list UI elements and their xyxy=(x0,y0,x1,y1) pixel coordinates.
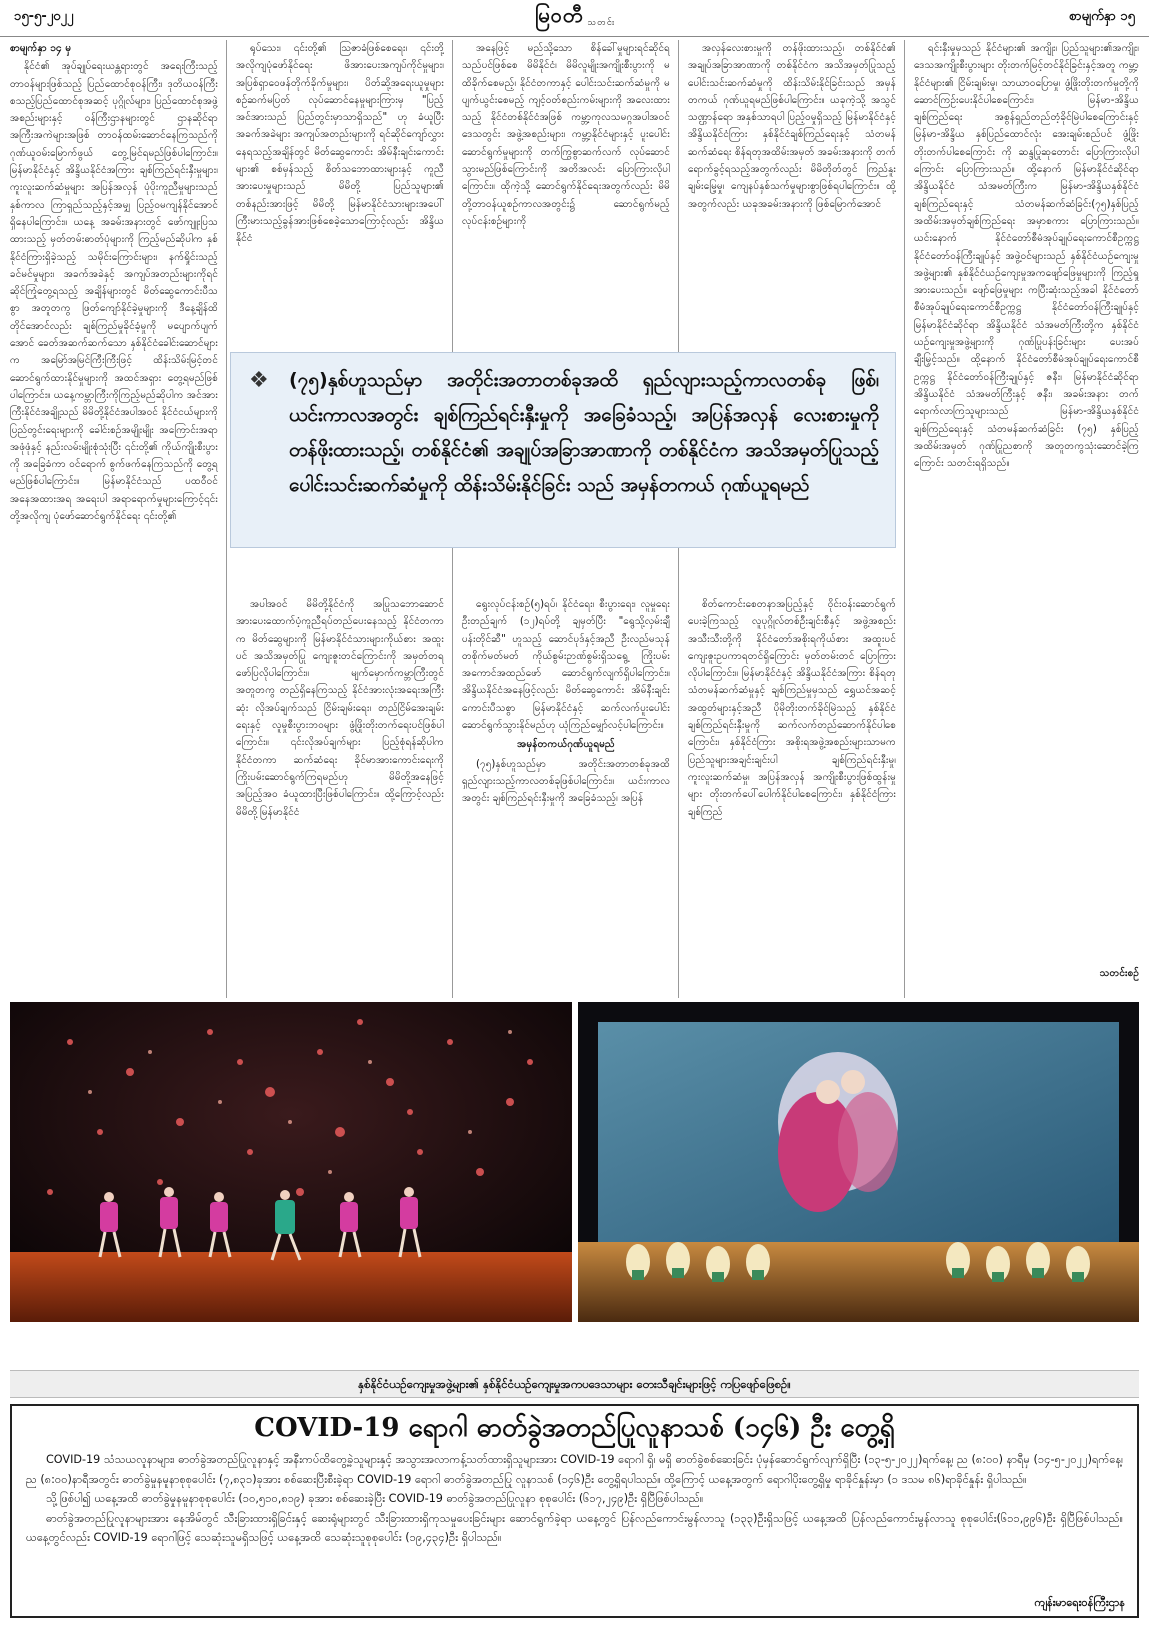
continued-from-label: စာမျက်နှာ ၁၄ မှ xyxy=(10,43,72,54)
page-number: စာမျက်နှာ ၁၅ xyxy=(1068,9,1135,24)
column-1-text: နိုင်ငံ၏ အုပ်ချုပ်ရေးယန္တရားတွင် အရေးကြီးသည့် တာဝန်များဖြစ်သည့် ပြည်ထောင်စုဝန်ကြီး၊ ဒုတိယဝန်ကြီး စသည့်ပြည်ထောင်စုအဆင့် ပုဂ္ဂိုလ်များ၊ ပြည်ထောင်စုအဖွဲ့အစည်းများနှင့် ဝန်ကြီးဌာနများတွင် ဌာနဆိုင်ရာ အကြီးအကဲများအဖြစ် တာဝန်ထမ်းဆောင်နေကြသည်ကို ဂုဏ်ယူဝမ်းမြောက်ဖွယ် တွေ့မြင်ရမည်ဖြစ်ပါကြောင်း။ မြန်မာနိုင်ငံနှင့် အိန္ဒိယနိုင်ငံအကြား ချစ်ကြည်ရင်းနှီးမှုများ၊ ကူးလူးဆက်ဆံမှုများ အပြန်အလှန် ပုံပိုးကူညီမှုများသည် နှစ်ကာလ ကြာရှည်သည့်နှင့်အမျှ ပြည့်ဝမကျန်နိုင်အောင် ရှိနေပါကြောင်း။ ယနေ့ အခမ်းအနားတွင် ဖော်ကျူးပြသထားသည့် မှတ်တမ်းဓာတ်ပုံများကို ကြည့်မည်ဆိုပါက နှစ်နိုင်ငံကြားရှိခဲ့သည့် သမိုင်းကြောင်းများ၊ နက်ရှိုင်းသည့် ခင်မင်မှုများ၊ အခက်အခဲနှင့် အကျပ်အတည်းများကိုရင်ဆိုင်ကြုံတွေ့ရသည့် အချိန်များတွင် မိတ်ဆွေကောင်းပီသစွာ အတူတကွ ဖြတ်ကျော်နိုင်ခဲ့မှုများကို ဒီနေ့ချိန်ထိတိုင်အောင်လည်း ချစ်ကြည်မှုခိုင်ခံ့မှုကို မပျောက်ပျက်အောင် ခေတ်အဆက်ဆက်သော နှစ်နိုင်ငံခေါင်းဆောင်များက အမြော်အမြင်ကြီးကြီးဖြင့် ထိန်းသိမ်းမြင့်တင် ဆောင်ရွက်ထားနိုင်မှုများကို အထင်အရှား တွေ့ရမည်ဖြစ်ပါကြောင်း။ ယနေ့ကမ္ဘာကြီးကိုကြည့်မည်ဆိုပါက အင်အားကြီးနိုင်ငံအချို့သည် မိမိတို့နိုင်ငံအပါအဝင် နိုင်ငံငယ်များကို ပြည်တွင်းရေးများကို ခေါင်းစဉ်အမျိုးမျိုး အကြောင်းအရာ အဖုံဖုံနှင့် နည်းလမ်းမျိုးစုံသုံးပြီး ၎င်းတို့၏ ကိုယ်ကျိုးစီးပွားကို အခြေခံကာ ဝင်ရောက် စွက်ဖက်နေကြသည်ကို တွေ့ရမည်ဖြစ်ပါကြောင်း။ မြန်မာနိုင်ငံသည် ပထဝီဝင်အနေအထားအရ အရေးပါ အရာရောက်မှုများကြောင့်၎င်းတို့အလိုကျ ပုံဖော်ဆောင်ရွက်နိုင်ရေး ၎င်းတို့၏ xyxy=(10,61,218,523)
pull-quote-text: (၇၅)နှစ်ဟူသည်မှာ အတိုင်းအတာတစ်ခုအထိ ရှည်လျားသည့်ကာလတစ်ခု ဖြစ်၊ ယင်းကာလအတွင်း ချစ်ကြည်ရင်းနှီးမှုကို အခြေခံသည့်၊ အပြန်အလှန် လေးစားမှုကို တန်ဖိုးထားသည့်၊ တစ်နိုင်ငံ၏ အချုပ်အခြာအာဏာကို တစ်နိုင်ငံက အသိအမှတ်ပြုသည့် ပေါင်းသင်းဆက်ဆံမှုကို ထိန်းသိမ်းနိုင်ခြင်း သည် အမှန်တကယ် ဂုဏ်ယူရမည် xyxy=(289,369,879,496)
covid-news-box xyxy=(10,1404,1139,1618)
covid-paragraph-2: သို့ဖြစ်ပါ၍ ယနေ့အထိ ဓာတ်ခွဲမှုနမူနာစုစုပေါင်း (၁၀,၅၁၀,၈၁၉) ခုအား စစ်ဆေးခဲ့ပြီး COVID-19 ဓာတ်ခွဲအတည်ပြုလူနာ စုစုပေါင်း (၆၁၇,၂၄၉)ဦး ရှိပြီဖြစ်ပါသည်။ xyxy=(46,1492,704,1505)
column-3-top-text: အနေဖြင့် မည်သို့သော စိန်ခေါ်မှုများရင်ဆိုင်ရသည်ပင်ဖြစ်စေ မိမိနိုင်ငံ၊ မိမိလူမျိုးအကျိုးစီးပွားကို မထိခိုက်စေမည့်၊ နိုင်ငံတကာနှင့် ပေါင်းသင်းဆက်ဆံမှုကို မပျက်ယွင်းစေမည့် ကျင့်ဝတ်စည်းကမ်းများကို အလေးထားသည့် နိုင်ငံတစ်နိုင်ငံအဖြစ် ကမ္ဘာ့ကုလသမဂ္ဂအပါအဝင် ဒေသတွင်း အဖွဲ့အစည်းများ၊ ကမ္ဘာ့နိုင်ငံများနှင့် ပူးပေါင်းဆောင်ရွက်မှုများကို တက်ကြွစွာဆက်လက် လုပ်ဆောင်သွားမည်ဖြစ်ကြောင်းကို အတိအလင်း ပြောကြားလိုပါကြောင်း။ ထိုကဲ့သို့ ဆောင်ရွက်နိုင်ရေးအတွက်လည်း မိမိတို့တာဝန်ယူစဉ်ကာလအတွင်း၌ ဆောင်ရွက်မည့် လုပ်ငန်းစဉ်များကို xyxy=(462,43,670,227)
dance-photo-left-image xyxy=(10,1002,572,1322)
column-3-bottom-text-2: (၇၅)နှစ်ဟူသည်မှာ အတိုင်းအတာတစ်ခုအထိ ရှည်လျားသည့်ကာလတစ်ခုဖြစ်ပါကြောင်း။ ယင်းကာလအတွင်း ချစ်ကြည်ရင်းနှီးမှုကို အခြေခံသည့်၊ အပြန် xyxy=(462,758,670,805)
column-5 xyxy=(914,40,1139,998)
column-1 xyxy=(10,40,218,998)
covid-headline: COVID-19 ရောဂါ ဓာတ်ခွဲအတည်ပြုလူနာသစ် (၁၄၆) ဦး တွေ့ရှိ xyxy=(254,1413,895,1443)
column-3-bottom xyxy=(462,596,670,996)
column-5-text: ရင်းနှီးမှုမှသည် နိုင်ငံများ၏ အကျိုး၊ ပြည်သူများ၏အကျိုး၊ ဒေသအကျိုးစီးပွားများ တိုးတက်မြင့်တင်နိုင်ခြင်းနှင့်အတူ ကမ္ဘာ့နိုင်ငံများ၏ ငြိမ်းချမ်းမှု၊ သာယာဝပြောမှု၊ ဖွံ့ဖြိုးတိုးတက်မှုတို့ကို ဆောင်ကြဉ်းပေးနိုင်ပါစေကြောင်း၊ မြန်မာ-အိန္ဒိယ ချစ်ကြည်ရေး အစွန်ရှည်တည်တံ့ခိုင်မြဲပါစေကြောင်းနှင့် မြန်မာ-အိန္ဒိယ နှစ်ပြည်ထောင်လုံး အေးချမ်းစည်ပင် ဖွံ့ဖြိုးတိုးတက်ပါစေကြောင်း ကို ဆန္ဒပြုဆုတောင်း ပြောကြားလိုပါကြောင်း ပြောကြားသည်။ ထို့နောက် မြန်မာနိုင်ငံဆိုင်ရာ အိန္ဒိယနိုင်ငံ သံအမတ်ကြီးက မြန်မာ-အိန္ဒိယနှစ်နိုင်ငံ ချစ်ကြည်ရေးနှင့် သံတမန်ဆက်ဆံခြင်း(၇၅)နှစ်ပြည့် အထိမ်းအမှတ်ချစ်ကြည်ရေး အမှာစကား ပြောကြားသည်။ ယင်းနောက် နိုင်ငံတော်စီမံအုပ်ချုပ်ရေးကောင်စီဥက္ကဋ္ဌ နိုင်ငံတော်ဝန်ကြီးချုပ်နှင့် အဖွဲ့ဝင်များသည် နှစ်နိုင်ငံယဉ်ကျေးမှုအဖွဲ့များ၏ နှစ်နိုင်ငံယဉ်ကျေးမှုအကဖျော်ဖြေမှုများကို ကြည့်ရှုအားပေးသည်။ ဖျော်ဖြေမှုများ ကပြီးဆုံးသည့်အခါ နိုင်ငံတော်စီမံအုပ်ချုပ်ရေးကောင်စီဥက္ကဋ္ဌ နိုင်ငံတော်ဝန်ကြီးချုပ်နှင့် မြန်မာနိုင်ငံဆိုင်ရာ အိန္ဒိယနိုင်ငံ သံအမတ်ကြီးတို့က နှစ်နိုင်ငံ ယဉ်ကျေးမှုအဖွဲ့များကို ဂုဏ်ပြုပန်းခြင်းများ ပေးအပ်ချီးမြှင့်သည်။ ထို့နောက် နိုင်ငံတော်စီမံအုပ်ချုပ်ရေးကောင်စီဥက္ကဋ္ဌ နိုင်ငံတော်ဝန်ကြီးချုပ်နှင့် ဇနီး၊ မြန်မာနိုင်ငံဆိုင်ရာ အိန္ဒိယနိုင်ငံ သံအမတ်ကြီးနှင့် ဇနီး၊ အခမ်းအနား တက်ရောက်လာကြသူများသည် မြန်မာ-အိန္ဒိယနှစ်နိုင်ငံ ချစ်ကြည်ရေးနှင့် သံတမန်ဆက်ဆံခြင်း (၇၅) နှစ်ပြည့် အထိမ်းအမှတ် ဂုဏ်ပြုညစာကို အတူတကွသုံးဆောင်ခဲ့ကြကြောင်း သတင်းရရှိသည်။ xyxy=(914,43,1139,470)
column-2-bottom-text: အပါအဝင် မိမိတို့နိုင်ငံကို အပြုသဘောဆောင် အားပေးထောက်ပံ့ကူညီရပ်တည်ပေးနေသည့် နိုင်ငံတကာက မိတ်ဆွေများကို မြန်မာနိုင်ငံသားများကိုယ်စား အထူးပင် အသိအမှတ်ပြု ကျေးဇူးတင်ကြောင်းကို အမှတ်တရဖော်ပြလိုပါကြောင်း။ မျက်မှောက်ကမ္ဘာကြီးတွင် အတူတကွ တည်ရှိနေကြသည့် နိုင်ငံအားလုံးအရေးအကြီးဆုံး လိုအပ်ချက်သည် ငြိမ်းချမ်းရေး၊ တည်ငြိမ်အေးချမ်းရေးနှင့် လူမှုစီးပွားဘဝများ ဖွံ့ဖြိုးတိုးတက်ရေးပင်ဖြစ်ပါကြောင်း။ ၎င်းလိုအပ်ချက်များ ပြည့်စုံရန်ဆိုပါက နိုင်ငံတကာ ဆက်ဆံရေး ခိုင်မာအားကောင်းရေးကို ကြိုးပမ်းဆောင်ရွက်ကြရမည်ဟု မိမိတို့အနေဖြင့် အပြည့်အဝ ခံယူထားပြီးဖြစ်ပါကြောင်း။ ထို့ကြောင့်လည်း မိမိတို့မြန်မာနိုင်ငံ xyxy=(236,599,444,818)
column-2-top-text: ရုပ်သေး၊ ၎င်းတို့၏ သြဇာခံဖြစ်စေရေး၊ ၎င်းတို့ အလိုကျပုံဖော်နိုင်ရေး ဖိအားပေးအကျပ်ကိုင်မှုများ၊ အပြစ်ရှာဝေဖန်တိုက်ခိုက်မှုများ၊ ပိတ်ဆို့အရေးယူမှုများ စဉ်ဆက်မပြတ် လုပ်ဆောင်နေမှုများကြားမှ "ပြည့်အင်အားသည် ပြည်တွင်းမှာသာရှိသည်" ဟု ခံယူပြီး အခက်အခဲများ အကျပ်အတည်းများကို ရင်ဆိုင်ကျော်လွှားနေရသည့်အချိန်တွင် မိတ်ဆွေကောင်း အိမ်နီးချင်းကောင်းများ၏ စစ်မှန်သည့် စိတ်သဘောထားများနှင့် ကူညီအားပေးမှုများသည် မိမိတို့ ပြည်သူများ၏ တစ်နည်းအားဖြင့် မိမိတို့ မြန်မာနိုင်ငံသားများအပေါ် ကြီးမားသည့်ခွန်အားဖြစ်စေခဲ့သောကြောင့်လည်း အိန္ဒိယနိုင်ငံ xyxy=(236,43,444,245)
newspaper-logo xyxy=(500,0,650,34)
column-4-bottom xyxy=(688,596,896,996)
dance-photo-right xyxy=(578,1002,1139,1322)
subheading: အမှန်တကယ်ဂုဏ်ယူရမည် xyxy=(517,739,615,751)
dance-photo-left xyxy=(10,1002,572,1322)
diamond-bullet-icon: ❖ xyxy=(249,368,269,393)
photo-caption: နှစ်နိုင်ငံယဉ်ကျေးမှုအဖွဲ့များ၏ နှစ်နိုင်ငံယဉ်ကျေးမှုအကပဒေသာများ တေးသီချင်းများဖြင့် ကပြဖျော်ဖြေစဉ်။ xyxy=(10,1370,1139,1398)
dance-photo-right-image xyxy=(578,1002,1139,1322)
byline: သတင်းစဉ် xyxy=(1099,968,1139,979)
column-divider xyxy=(226,40,227,998)
column-2-bottom xyxy=(236,596,444,996)
column-4-top-text: အလှန်လေးစားမှုကို တန်ဖိုးထားသည့်၊ တစ်နိုင်ငံ၏ အချုပ်အခြာအာဏာကို တစ်နိုင်ငံက အသိအမှတ်ပြုသည့် ပေါင်းသင်းဆက်ဆံမှုကို ထိန်းသိမ်းနိုင်ခြင်းသည် အမှန်တကယ် ဂုဏ်ယူရမည်ဖြစ်ပါကြောင်း။ ယခုကဲ့သို့ အသွင်သဏ္ဌာန်ရော အနှစ်သာရပါ ပြည့်ဝမှုရှိသည့် မြန်မာနိုင်ငံနှင့် အိန္ဒိယနိုင်ငံကြား နှစ်နိုင်ငံချစ်ကြည်ရေးနှင့် သံတမန်ဆက်ဆံရေး စိန်ရတုအထိမ်းအမှတ် အခမ်းအနားကို တက်ရောက်ခွင့်ရသည့်အတွက်လည်း မိမိတိုတ်တွင် ကြည်နူးချမ်းမြေ့မှု၊ ကျေနပ်နှစ်သက်မှုများစွာဖြစ်ရပါကြောင်း။ ထို့အတွက်လည်း ယခုအခမ်းအနားကို ဖြစ်မြောက်အောင် xyxy=(688,43,896,210)
covid-source: ကျန်းမာရေးဝန်ကြီးဌာန xyxy=(1034,1596,1125,1609)
covid-paragraph-3: ဓာတ်ခွဲအတည်ပြုလူနာများအား နေအိမ်တွင် သီးခြားထားရှိခြင်းနှင့် ဆေးရုံများတွင် သီးခြားထားရှိကုသမှုပေးခြင်းများ ဆောင်ရွက်ခဲ့ရာ ယနေ့တွင် ပြန်လည်ကောင်းမွန်လာသူ (၁၃၃)ဦးရှိသဖြင့် ယနေ့အထိ ပြန်လည်ကောင်းမွန်လာသူ စုစုပေါင်း(၆၁၁,၉၉၆)ဦး ရှိပြီဖြစ်ပါသည်။ ယနေ့တွင်လည်း COVID-19 ရောဂါဖြင့် သေဆုံးသူမရှိသဖြင့် ယနေ့အထိ သေဆုံးသူစုစုပေါင်း (၁၉,၄၃၄)ဦး ရှိပါသည်။ xyxy=(26,1511,1123,1544)
page-header xyxy=(0,0,1149,37)
column-4-bottom-text: စိတ်ကောင်းစေတနာအပြည့်နှင့် ဝိုင်းဝန်းဆောင်ရွက်ပေးခဲ့ကြသည့် လူပုဂ္ဂိုလ်တစ်ဦးချင်းစီနှင့် အဖွဲ့အစည်း အသီးသီးတို့ကို နိုင်ငံတော်အစိုးရကိုယ်စား အထူးပင် ကျေးဇူးဥပကာရတင်ရှိကြောင်း မှတ်တမ်းတင် ပြောကြားလိုပါကြောင်း။ မြန်မာနိုင်ငံနှင့် အိန္ဒိယနိုင်ငံအကြား စိန်ရတုသံတမန်ဆက်ဆံမှုနှင့် ချစ်ကြည်မှုမှသည် ရွှေယင်အဆင့်အထွတ်များနှင့်အညီ ပိုမိုတိုးတက်ခိုင်မြဲသည့် နှစ်နိုင်ငံ ချစ်ကြည်ရင်းနှီးမှုကို ဆက်လက်တည်ဆောက်နိုင်ပါစေကြောင်း၊ နှစ်နိုင်ငံကြား အစိုးရအဖွဲ့အစည်းများသာမက ပြည်သူများအချင်းချင်းပါ ချစ်ကြည်ရင်းနှီးမှု၊ ကူးလူးဆက်ဆံမှု၊ အပြန်အလှန် အကျိုးစီးပွားဖြစ်ထွန်းမှုများ တိုးတက်ပေါ်ပေါက်နိုင်ပါစေကြောင်း၊ နှစ်နိုင်ငံကြား ချစ်ကြည် xyxy=(688,599,896,818)
logo-subtext: သတင်း xyxy=(587,18,616,28)
column-3-bottom-text: ရွေးလုပ်ငန်းစဉ်(၅)ရပ်၊ နိုင်ငံရေး၊ စီးပွားရေး၊ လူမှုရေး ဦးတည်ချက် (၁၂)ရပ်တို့ ချမှတ်ပြီး "ရွေသို့လှမ်းချီ ပန်းတိုင်ဆီ" ဟူသည့် ဆောင်ပုဒ်နှင့်အညီ ဦးလည်မသုန် တစိုက်မတ်မတ် ကိုယ်စွမ်းဉာဏ်စွမ်းရှိသရွေ့ ကြိုးပမ်းအကောင်အထည်ဖော် ဆောင်ရွက်လျက်ရှိပါကြောင်း။ အိန္ဒိယနိုင်ငံအနေဖြင့်လည်း မိတ်ဆွေကောင်း အိမ်နီးချင်းကောင်းပီသစွာ မြန်မာနိုင်ငံနှင့် ဆက်လက်ပူးပေါင်းဆောင်ရွက်သွားနိုင်မည်ဟု ယုံကြည်မျှော်လင့်ပါကြောင်း။ xyxy=(462,599,670,732)
pull-quote xyxy=(230,352,896,548)
logo-text: မြဝတီ xyxy=(534,3,584,27)
covid-body xyxy=(26,1450,1123,1548)
covid-paragraph-1: COVID-19 သံသယလူနာများ၊ ဓာတ်ခွဲအတည်ပြုလူနာနှင့် အနီးကပ်ထိတွေ့ခဲ့သူများနှင့် အသွားအလာကန့်သတ်ထားရှိသူများအား COVID-19 ရောဂါ ရှိ၊ မရှိ ဓာတ်ခွဲစစ်ဆေးခြင်း ပုံမှန်ဆောင်ရွက်လျက်ရှိပြီး (၁၃-၅-၂၀၂၂)ရက်နေ့၊ ည (၈:၀၀) နာရီမှ (၁၄-၅-၂၀၂၂)ရက်နေ့၊ ည (၈:၀၀)နာရီအတွင်း ဓာတ်ခွဲမှုနမူနာစုစုပေါင်း (၇,၈၃၁)ခုအား စစ်ဆေးပြီးစီးခဲ့ရာ COVID-19 ရောဂါ ဓာတ်ခွဲအတည်ပြု လူနာသစ် (၁၄၆)ဦး တွေ့ရှိရပါသည်။ ထို့ကြောင့် ယနေ့အတွက် ရောဂါပိုးတွေ့ရှိမှု ရာခိုင်နှုန်းမှာ (၁ ဒသမ ၈၆)ရာခိုင်နှုန်း ရှိပါသည်။ xyxy=(26,1453,1123,1486)
issue-date: ၁၅-၅-၂၀၂၂ xyxy=(14,9,74,24)
column-divider xyxy=(904,40,905,998)
